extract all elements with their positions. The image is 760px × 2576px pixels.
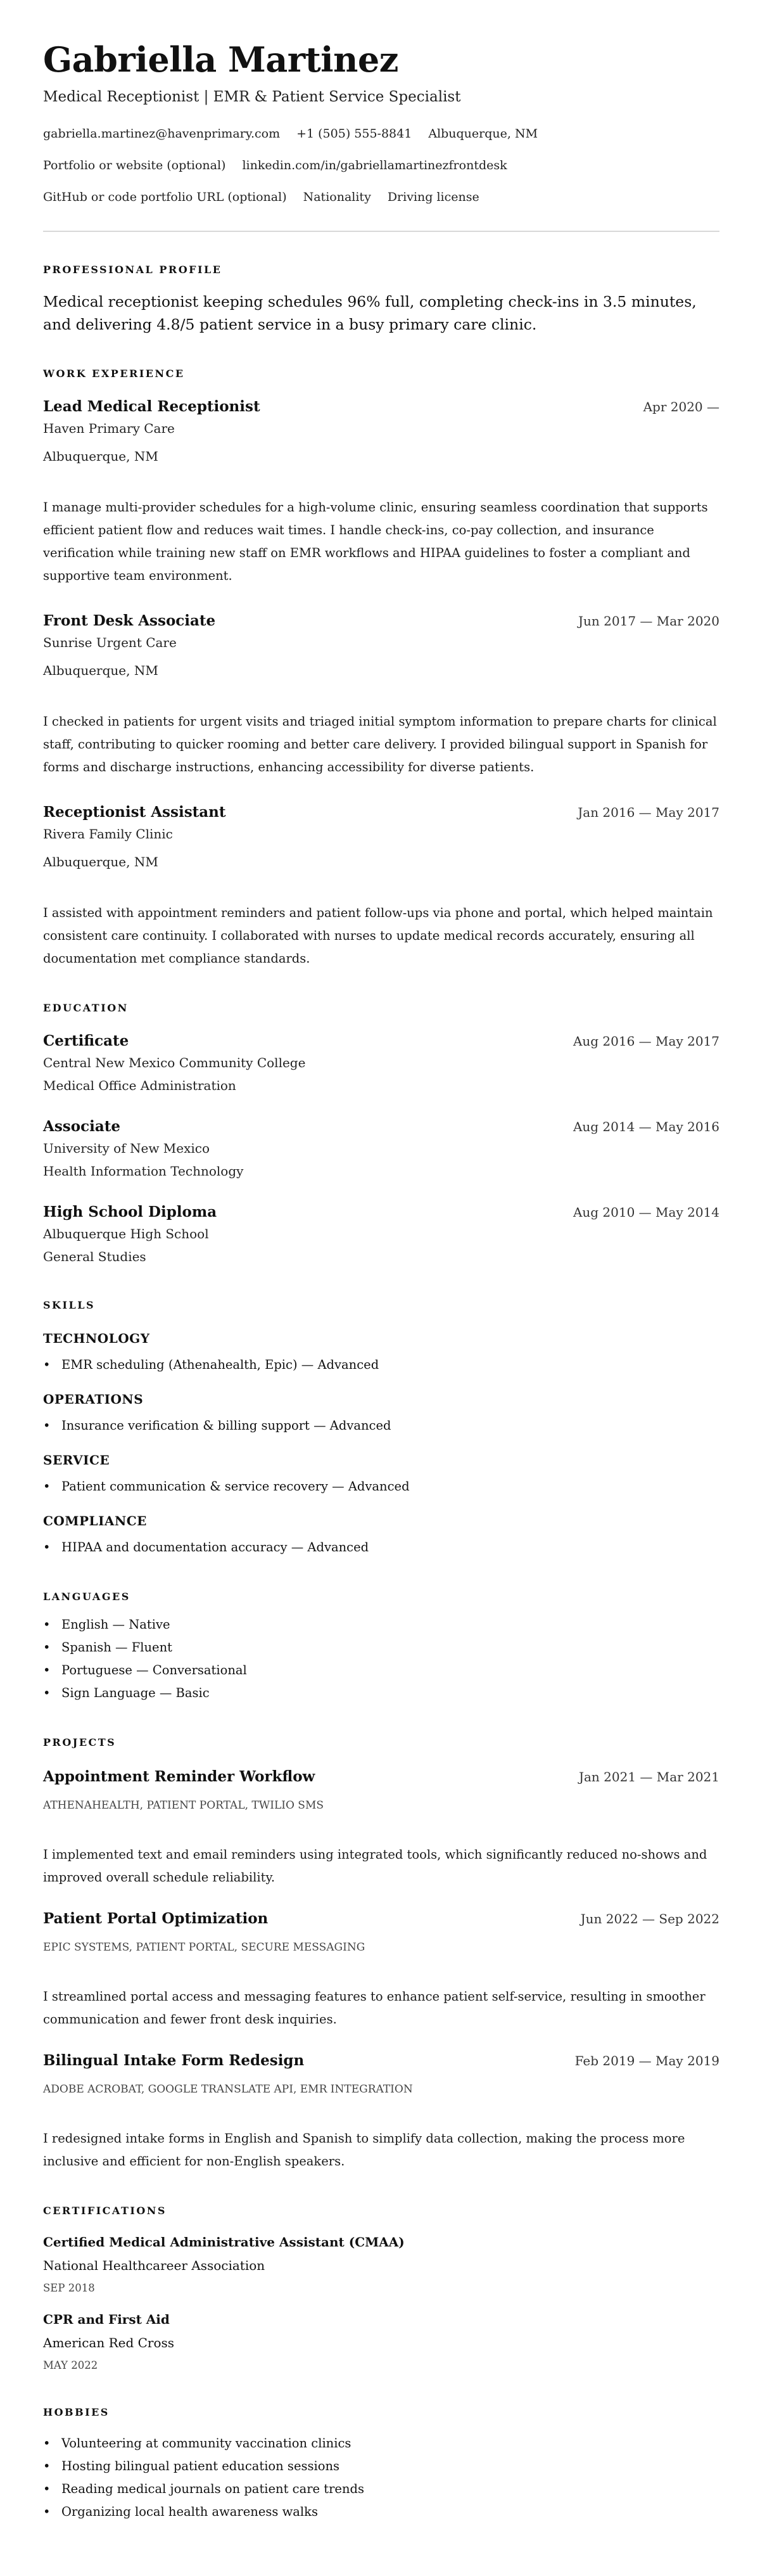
skill-group: [43, 1388, 719, 1437]
section-heading: HOBBIES: [43, 2406, 110, 2418]
linkedin-link[interactable]: linkedin.com/in/gabriellamartinezfrontdesk: [242, 158, 507, 172]
job-location: Albuquerque, NM: [43, 663, 158, 678]
hobby-item: • Organizing local health awareness walks: [43, 2501, 719, 2523]
certifications-section: [43, 2203, 719, 2374]
github-link[interactable]: GitHub or code portfolio URL (optional): [43, 190, 287, 204]
project-description: I redesigned intake forms in English and Spanish to simplify data collection, making the process more inclusive and efficient for non-English speakers.: [43, 2131, 685, 2169]
entry-header: [43, 1766, 719, 1788]
certification-entry: [43, 2232, 719, 2297]
skill-group: [43, 1510, 719, 1559]
section-heading: WORK EXPERIENCE: [43, 368, 185, 380]
company-name: Rivera Family Clinic: [43, 826, 173, 842]
project-technologies: EPIC SYSTEMS, PATIENT PORTAL, SECURE MESSAGING: [43, 1941, 365, 1954]
location: Albuquerque, NM: [428, 127, 538, 141]
skill-item: • HIPAA and documentation accuracy — Advanced: [43, 1536, 719, 1559]
company-name: Sunrise Urgent Care: [43, 635, 177, 650]
job-entry: [43, 802, 719, 970]
contact-row: [43, 150, 719, 181]
degree: Associate: [43, 1118, 120, 1135]
skill-category: OPERATIONS: [43, 1392, 144, 1407]
job-location: Albuquerque, NM: [43, 854, 158, 869]
job-entry: [43, 396, 719, 587]
section-heading: PROFESSIONAL PROFILE: [43, 264, 222, 276]
skill-item: • Patient communication & service recovery — Advanced: [43, 1475, 719, 1498]
driving-license: Driving license: [387, 190, 479, 204]
contact-info: [43, 118, 719, 213]
entry-header: [43, 610, 719, 632]
skills-section: [43, 1298, 719, 1559]
certification-date: MAY 2022: [43, 2359, 98, 2371]
skill-category: COMPLIANCE: [43, 1513, 147, 1528]
section-heading: LANGUAGES: [43, 1591, 130, 1603]
language-item: • Sign Language — Basic: [43, 1682, 719, 1705]
header-divider: [43, 231, 719, 232]
education-section: [43, 1001, 719, 1267]
school-name: Central New Mexico Community College: [43, 1055, 306, 1070]
project-entry: [43, 1908, 719, 2031]
hobby-item: • Hosting bilingual patient education sessions: [43, 2455, 719, 2478]
entry-header: [43, 396, 719, 418]
certification-title: CPR and First Aid: [43, 2312, 170, 2327]
date-range: Feb 2019 — May 2019: [574, 2053, 719, 2068]
job-title: Receptionist Assistant: [43, 804, 226, 821]
projects-section: [43, 1735, 719, 2173]
section-heading: EDUCATION: [43, 1002, 129, 1014]
job-location: Albuquerque, NM: [43, 449, 158, 464]
project-entry: [43, 2050, 719, 2173]
skill-group: [43, 1328, 719, 1376]
email-link[interactable]: gabriella.martinez@havenprimary.com: [43, 127, 281, 141]
education-entry: [43, 1030, 719, 1096]
contact-row: [43, 118, 719, 150]
job-description: I assisted with appointment reminders and patient follow-ups via phone and portal, which helped maintain consistent care continuity. I collaborated with nurses to update medical records accurately, ensuring all documentation met compliance standards.: [43, 906, 713, 966]
skill-list: [43, 1354, 719, 1376]
skill-category: TECHNOLOGY: [43, 1331, 150, 1346]
date-range: Jan 2016 — May 2017: [578, 805, 719, 820]
language-item: • Portuguese — Conversational: [43, 1659, 719, 1682]
date-range: Aug 2010 — May 2014: [573, 1205, 719, 1220]
job-title: Lead Medical Receptionist: [43, 398, 260, 415]
project-title: Patient Portal Optimization: [43, 1910, 269, 1927]
section-heading: CERTIFICATIONS: [43, 2205, 167, 2217]
field-of-study: Health Information Technology: [43, 1163, 244, 1179]
field-of-study: General Studies: [43, 1249, 146, 1264]
section-heading: SKILLS: [43, 1299, 95, 1311]
section-heading: PROJECTS: [43, 1736, 117, 1748]
entry-header: [43, 1030, 719, 1052]
job-description: I manage multi-provider schedules for a high-volume clinic, ensuring seamless coordination that supports efficient patient flow and reduces wait times. I handle check-ins, co-pay collection, and insurance verification while training new staff on EMR workflows and HIPAA guidelines to foster a compliant and supportive team environment.: [43, 500, 708, 583]
entry-header: [43, 2050, 719, 2072]
skill-category: SERVICE: [43, 1452, 110, 1468]
education-entry: [43, 1116, 719, 1182]
language-list: [43, 1613, 719, 1705]
profile-summary: Medical receptionist keeping schedules 96% full, completing check-ins in 3.5 minutes, and delivering 4.8/5 patient service in a busy primary care clinic.: [43, 293, 697, 333]
skill-item: • EMR scheduling (Athenahealth, Epic) — Advanced: [43, 1354, 719, 1376]
project-title: Appointment Reminder Workflow: [43, 1768, 315, 1785]
date-range: Aug 2014 — May 2016: [573, 1119, 719, 1134]
hobby-list: [43, 2432, 719, 2523]
project-description: I implemented text and email reminders using integrated tools, which significantly reduced no-shows and improved overall schedule reliability.: [43, 1847, 707, 1885]
nationality: Nationality: [303, 190, 371, 204]
project-description: I streamlined portal access and messaging features to enhance patient self-service, resulting in smoother communication and fewer front desk inquiries.: [43, 1989, 706, 2027]
skill-item: • Insurance verification & billing support — Advanced: [43, 1414, 719, 1437]
date-range: Aug 2016 — May 2017: [573, 1034, 719, 1049]
hobby-item: • Reading medical journals on patient care trends: [43, 2478, 719, 2501]
skill-group: [43, 1449, 719, 1498]
date-range: Jan 2021 — Mar 2021: [578, 1769, 719, 1785]
entry-header: [43, 802, 719, 823]
date-range: Apr 2020 —: [643, 399, 719, 414]
language-item: • Spanish — Fluent: [43, 1636, 719, 1659]
job-description: I checked in patients for urgent visits and triaged initial symptom information to prepare charts for clinical staff, contributing to quicker rooming and better care delivery. I provided bilingual support in Spanish for forms and discharge instructions, enhancing accessibility for diverse patients.: [43, 714, 717, 774]
candidate-name: Gabriella Martinez: [43, 39, 398, 80]
certification-issuer: National Healthcareer Association: [43, 2258, 265, 2273]
project-entry: [43, 1766, 719, 1889]
resume-header: [43, 38, 719, 213]
school-name: Albuquerque High School: [43, 1226, 209, 1241]
phone-number: +1 (505) 555-8841: [296, 127, 412, 141]
date-range: Jun 2017 — Mar 2020: [578, 613, 719, 629]
project-technologies: ATHENAHEALTH, PATIENT PORTAL, TWILIO SMS: [43, 1799, 324, 1812]
hobby-item: • Volunteering at community vaccination clinics: [43, 2432, 719, 2455]
candidate-headline: Medical Receptionist | EMR & Patient Service Specialist: [43, 89, 461, 105]
job-title: Front Desk Associate: [43, 612, 216, 629]
certification-entry: [43, 2309, 719, 2374]
portfolio-link[interactable]: Portfolio or website (optional): [43, 158, 226, 172]
hobbies-section: [43, 2405, 719, 2523]
contact-row: [43, 181, 719, 213]
languages-section: [43, 1589, 719, 1705]
field-of-study: Medical Office Administration: [43, 1078, 236, 1093]
degree: Certificate: [43, 1032, 129, 1049]
company-name: Haven Primary Care: [43, 421, 175, 436]
date-range: Jun 2022 — Sep 2022: [580, 1911, 719, 1926]
profile-section: [43, 262, 719, 336]
entry-header: [43, 1116, 719, 1137]
entry-header: [43, 1908, 719, 1930]
experience-section: [43, 366, 719, 970]
degree: High School Diploma: [43, 1203, 217, 1221]
skill-list: [43, 1475, 719, 1498]
certification-issuer: American Red Cross: [43, 2335, 175, 2350]
project-title: Bilingual Intake Form Redesign: [43, 2052, 305, 2069]
skill-list: [43, 1414, 719, 1437]
job-entry: [43, 610, 719, 779]
certification-date: SEP 2018: [43, 2282, 95, 2294]
certification-title: Certified Medical Administrative Assistant (CMAA): [43, 2234, 405, 2250]
entry-header: [43, 1201, 719, 1223]
language-item: • English — Native: [43, 1613, 719, 1636]
education-entry: [43, 1201, 719, 1267]
skill-list: [43, 1536, 719, 1559]
school-name: University of New Mexico: [43, 1141, 210, 1156]
project-technologies: ADOBE ACROBAT, GOOGLE TRANSLATE API, EMR INTEGRATION: [43, 2083, 413, 2096]
